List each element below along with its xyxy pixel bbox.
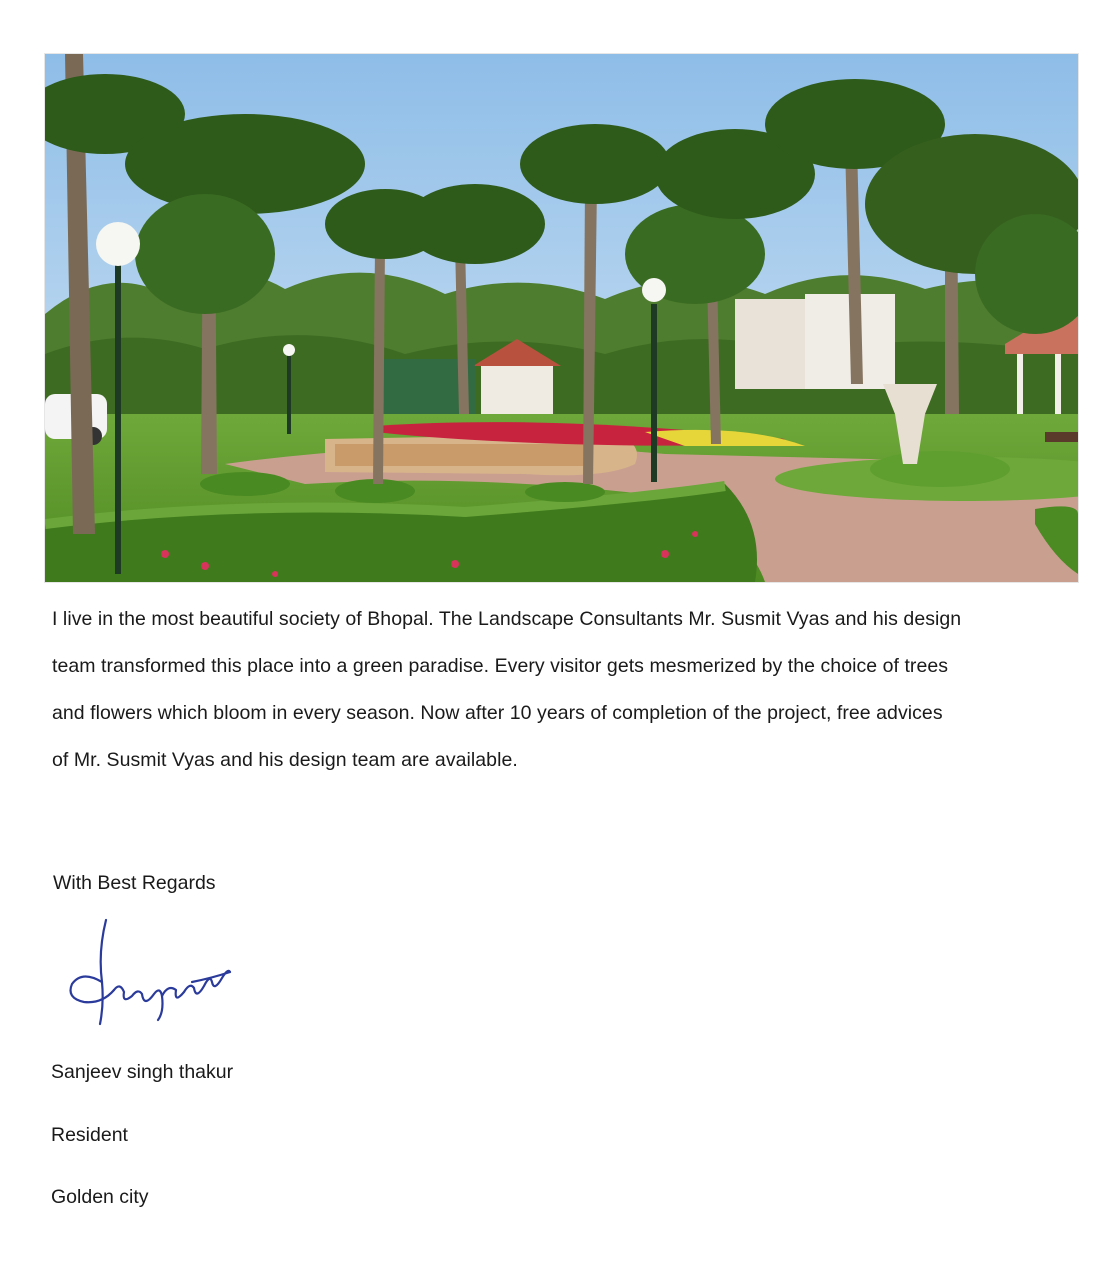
letter-line-2: team transformed this place into a green paradise. Every visitor gets mesmerized by the choice of trees <box>52 655 949 677</box>
closing-salutation: With Best Regards <box>53 872 216 894</box>
garden-photo <box>44 53 1079 583</box>
letter-line-4: of Mr. Susmit Vyas and his design team are available. <box>52 749 518 771</box>
letter-body <box>52 596 1072 784</box>
garden-photo-illustration <box>45 54 1078 582</box>
letter-line-3: and flowers which bloom in every season. Now after 10 years of completion of the project, free advices <box>52 702 943 724</box>
signature-icon <box>62 912 242 1032</box>
letter-line-1: I live in the most beautiful society of Bhopal. The Landscape Consultants Mr. Susmit Vyas and his design <box>52 608 962 630</box>
signer-name: Sanjeev singh thakur <box>51 1061 234 1083</box>
signer-role: Resident <box>51 1124 128 1146</box>
signer-location: Golden city <box>51 1186 149 1208</box>
